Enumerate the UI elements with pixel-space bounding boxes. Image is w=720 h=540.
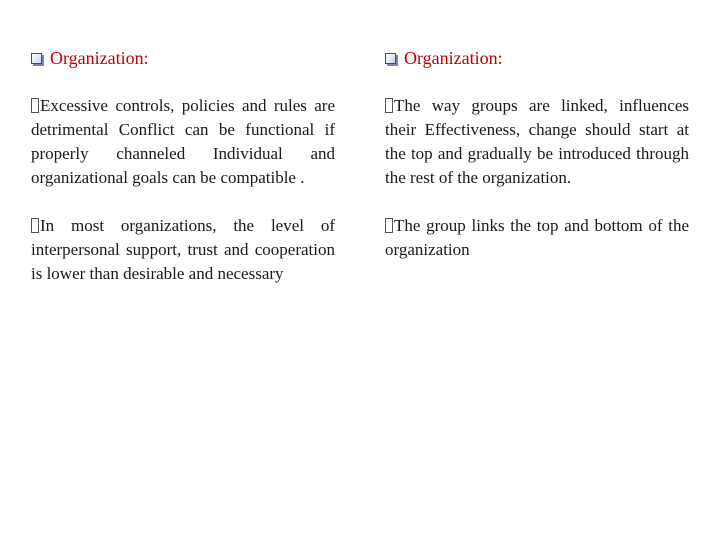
checkbox-bullet-icon (31, 53, 42, 64)
left-heading (31, 44, 335, 72)
left-paragraph-2: In most organizations, the level of interpersonal support, trust and cooperation is lower than desirable and necessary (31, 216, 335, 283)
left-paragraph-1: Excessive controls, policies and rules are detrimental Conflict can be functional if properly channeled Individual and organizational goals can be compatible . (31, 96, 335, 187)
checkbox-bullet-icon (385, 53, 396, 64)
left-column (31, 44, 335, 286)
missing-glyph-icon (385, 98, 393, 113)
missing-glyph-icon (31, 98, 39, 113)
right-column (385, 44, 689, 262)
missing-glyph-icon (31, 218, 39, 233)
right-paragraph-2: The group links the top and bottom of the organization (385, 216, 689, 259)
right-heading (385, 44, 689, 72)
right-heading-text: Organization: (404, 47, 503, 68)
right-paragraph-1: The way groups are linked, influences their Effectiveness, change should start at the top and gradually be introduced through the rest of the organization. (385, 96, 689, 187)
left-heading-text: Organization: (50, 47, 149, 68)
missing-glyph-icon (385, 218, 393, 233)
